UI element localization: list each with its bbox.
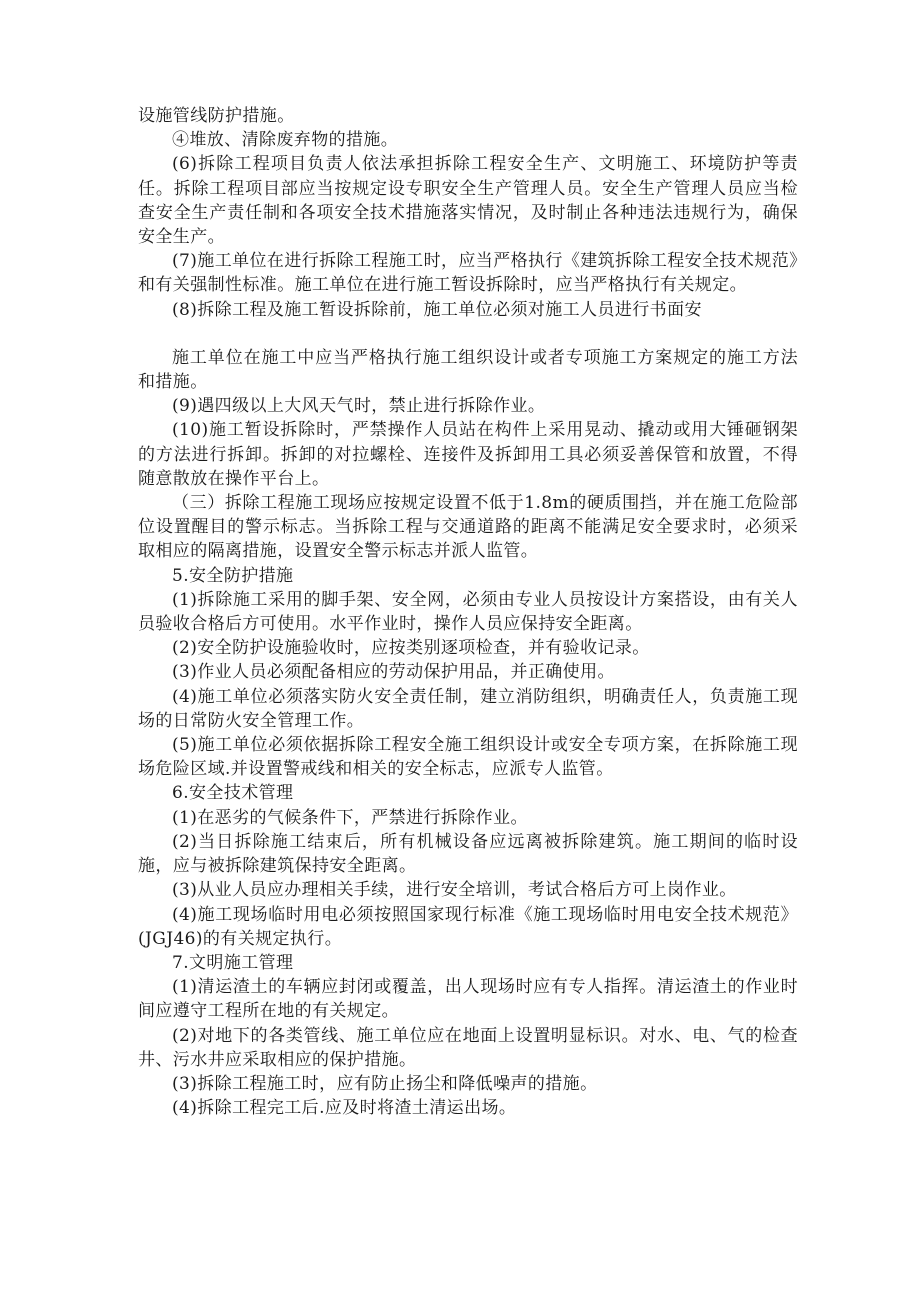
paragraph: (3)作业人员必须配备相应的劳动保护用品，并正确使用。 [172, 662, 615, 683]
paragraph: (4)施工单位必须落实防火安全责任制，建立消防组织，明确责任人，负责施工现场的日常防火安全管理工作。 [138, 686, 798, 731]
paragraph: (3)从业人员应办理相关手续，进行安全培训，考试合格后方可上岗作业。 [172, 880, 737, 901]
section-heading: 7.文明施工管理 [172, 952, 294, 973]
paragraph: (2)安全防护设施验收时，应按类别逐项检查，并有验收记录。 [172, 638, 650, 659]
paragraph: (1)清运渣土的车辆应封闭或覆盖，出人现场时应有专人指挥。清运渣土的作业时间应遵守工程所在地的有关规定。 [138, 977, 798, 1022]
section-heading: 6.安全技术管理 [172, 783, 294, 804]
document-page [138, 104, 798, 1120]
paragraph: (9)遇四级以上大风天气时，禁止进行拆除作业。 [172, 396, 546, 417]
paragraph: (2)对地下的各类管线、施工单位应在地面上设置明显标识。对水、电、气的检查井、污水井应采取相应的保护措施。 [138, 1025, 798, 1070]
paragraph: (6)拆除工程项目负责人依法承担拆除工程安全生产、文明施工、环境防护等责任。拆除工程项目部应当按规定设专职安全生产管理人员。安全生产管理人员应当检查安全生产责任制和各项安全技术措施落实情况，及时制止各种违法违规行为，确保安全生产。 [138, 154, 798, 248]
paragraph: 施工单位在施工中应当严格执行施工组织设计或者专项施工方案规定的施工方法和措施。 [138, 347, 798, 393]
paragraph: (4)拆除工程完工后.应及时将渣土清运出场。 [172, 1098, 517, 1119]
paragraph: （三）拆除工程施工现场应按规定设置不低于1.8m的硬质围挡，并在施工危险部位设置醒目的警示标志。当拆除工程与交通道路的距离不能满足安全要求时，必须采取相应的隔离措施，设置安全警示标志并派人监管。 [138, 493, 798, 562]
paragraph: (8)拆除工程及施工暂设拆除前，施工单位必须对施工人员进行书面安 [172, 299, 702, 320]
paragraph: (3)拆除工程施工时，应有防止扬尘和降低噪声的措施。 [172, 1073, 598, 1094]
section-heading: 5.安全防护措施 [172, 565, 294, 586]
paragraph: (10)施工暂设拆除时，严禁操作人员站在构件上采用晃动、撬动或用大锤砸钢架的方法进行拆卸。拆卸的对拉螺栓、连接件及拆卸用工具必须妥善保管和放置，不得随意散放在操作平台上。 [138, 420, 798, 489]
paragraph: (2)当日拆除施工结束后，所有机械设备应远离被拆除建筑。施工期间的临时设施，应与被拆除建筑保持安全距离。 [138, 831, 798, 877]
paragraph: (4)施工现场临时用电必须按照国家现行标准《施工现场临时用电安全技术规范》(JGJ46)的有关规定执行。 [138, 904, 798, 949]
paragraph: (5)施工单位必须依据拆除工程安全施工组织设计或安全专项方案，在拆除施工现场危险区域.并设置警戒线和相关的安全标志，应派专人监管。 [138, 735, 798, 780]
paragraph: (1)拆除施工采用的脚手架、安全网，必须由专业人员按设计方案搭设，由有关人员验收合格后方可使用。水平作业时，操作人员应保持安全距离。 [138, 589, 798, 635]
paragraph: 设施管线防护措施。 [138, 106, 295, 126]
paragraph: ④堆放、清除废弃物的措施。 [172, 130, 399, 151]
paragraph: (1)在恶劣的气候条件下，严禁进行拆除作业。 [172, 807, 528, 828]
paragraph: (7)施工单位在进行拆除工程施工时，应当严格执行《建筑拆除工程安全技术规范》和有关强制性标准。施工单位在进行施工暂设拆除时，应当严格执行有关规定。 [138, 251, 798, 296]
